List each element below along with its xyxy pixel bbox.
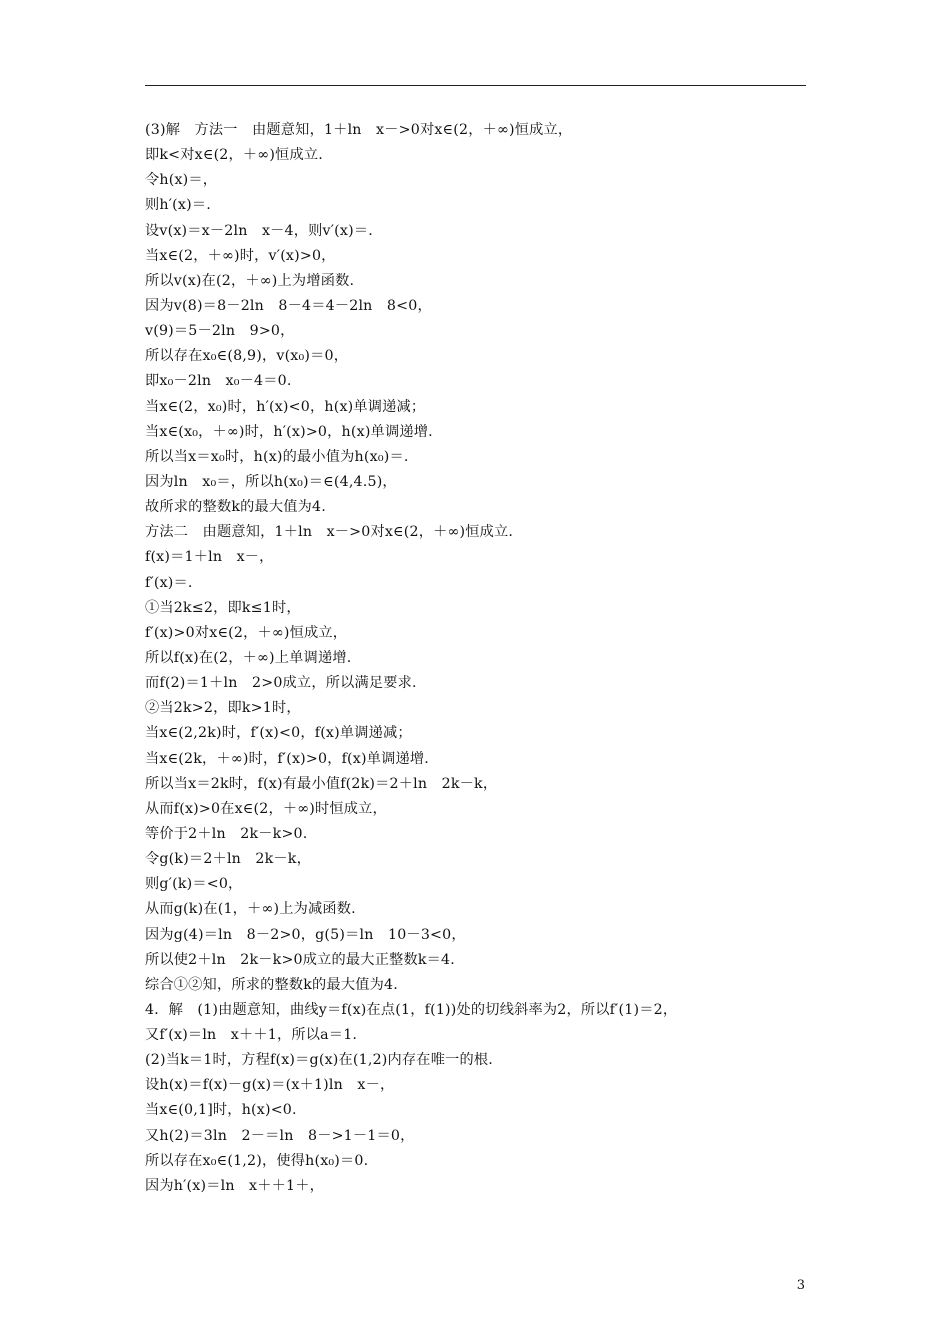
text-line: 当x∈(0,1]时，h(x)<0. xyxy=(145,1102,297,1119)
text-line: 设v(x)＝x－2ln x－4，则v′(x)＝. xyxy=(145,222,373,239)
text-line: 当x∈(2,2k)时，f′(x)<0，f(x)单调递减； xyxy=(145,725,412,742)
text-line: 所以当x＝x₀时，h(x)的最小值为h(x₀)＝. xyxy=(145,448,409,465)
document-body xyxy=(145,118,825,1199)
text-line: 当x∈(2k，＋∞)时，f′(x)>0，f(x)单调递增. xyxy=(145,750,429,767)
text-line: ②当2k>2，即k>1时， xyxy=(145,700,301,717)
text-line: 所以v(x)在(2，＋∞)上为增函数. xyxy=(145,272,355,289)
text-line: 方法二 由题意知，1＋ln x－>0对x∈(2，＋∞)恒成立. xyxy=(145,524,514,541)
text-line: ①当2k≤2，即k≤1时， xyxy=(145,599,301,616)
text-line: v(9)＝5－2ln 9>0， xyxy=(145,323,295,340)
text-line: 所以当x＝2k时，f(x)有最小值f(2k)＝2＋ln 2k－k， xyxy=(145,775,498,792)
text-line: 而f(2)＝1＋ln 2>0成立，所以满足要求. xyxy=(145,675,417,692)
text-line: f(x)＝1＋ln x－， xyxy=(145,549,274,566)
text-line: 故所求的整数k的最大值为4. xyxy=(145,499,326,516)
text-line: 从而g(k)在(1，＋∞)上为减函数. xyxy=(145,901,356,918)
text-line: 因为ln x₀＝，所以h(x₀)＝∈(4,4.5)， xyxy=(145,473,397,490)
text-line: 即k<对x∈(2，＋∞)恒成立. xyxy=(145,147,323,164)
text-line: 令g(k)＝2＋ln 2k－k， xyxy=(145,851,311,868)
text-line: 因为h′(x)＝ln x＋＋1＋， xyxy=(145,1177,325,1194)
text-line: 从而f(x)>0在x∈(2，＋∞)时恒成立， xyxy=(145,800,387,817)
text-line: 所以存在x₀∈(8,9)，v(x₀)＝0， xyxy=(145,348,349,365)
text-line: 所以f(x)在(2，＋∞)上单调递增. xyxy=(145,649,352,666)
text-line: 因为v(8)＝8－2ln 8－4＝4－2ln 8<0， xyxy=(145,297,432,314)
text-line: 设h(x)＝f(x)－g(x)＝(x＋1)ln x－， xyxy=(145,1077,395,1094)
text-line: 4．解 (1)由题意知，曲线y＝f(x)在点(1，f(1))处的切线斜率为2，所以f′(1)＝2， xyxy=(145,1001,678,1018)
text-line: 又h(2)＝3ln 2－＝ln 8－>1－1＝0， xyxy=(145,1127,415,1144)
header-rule xyxy=(145,85,806,86)
text-line: 则g′(k)＝<0， xyxy=(145,876,243,893)
text-line: (2)当k＝1时，方程f(x)＝g(x)在(1,2)内存在唯一的根. xyxy=(145,1052,493,1069)
text-line: 当x∈(x₀，＋∞)时，h′(x)>0，h(x)单调递增. xyxy=(145,423,433,440)
text-line: 令h(x)＝， xyxy=(145,172,218,189)
text-line: f′(x)＝. xyxy=(145,574,193,591)
text-line: 则h′(x)＝. xyxy=(145,197,211,214)
page-number: 3 xyxy=(796,1278,805,1293)
text-line: 等价于2＋ln 2k－k>0. xyxy=(145,825,308,842)
text-line: 综合①②知，所求的整数k的最大值为4. xyxy=(145,976,398,993)
text-line: 所以使2＋ln 2k－k>0成立的最大正整数k＝4. xyxy=(145,951,455,968)
text-line: 即x₀－2ln x₀－4＝0. xyxy=(145,373,292,390)
text-line: 又f′(x)＝ln x＋＋1，所以a＝1. xyxy=(145,1027,358,1044)
text-line: 所以存在x₀∈(1,2)，使得h(x₀)＝0. xyxy=(145,1152,369,1169)
text-line: f′(x)>0对x∈(2，＋∞)恒成立， xyxy=(145,624,348,641)
text-line: 当x∈(2，x₀)时，h′(x)<0，h(x)单调递减； xyxy=(145,398,426,415)
text-line: 因为g(4)＝ln 8－2>0，g(5)＝ln 10－3<0， xyxy=(145,926,466,943)
text-line: 当x∈(2，＋∞)时，v′(x)>0， xyxy=(145,247,336,264)
text-line: (3)解 方法一 由题意知，1＋ln x－>0对x∈(2，＋∞)恒成立， xyxy=(145,122,573,138)
